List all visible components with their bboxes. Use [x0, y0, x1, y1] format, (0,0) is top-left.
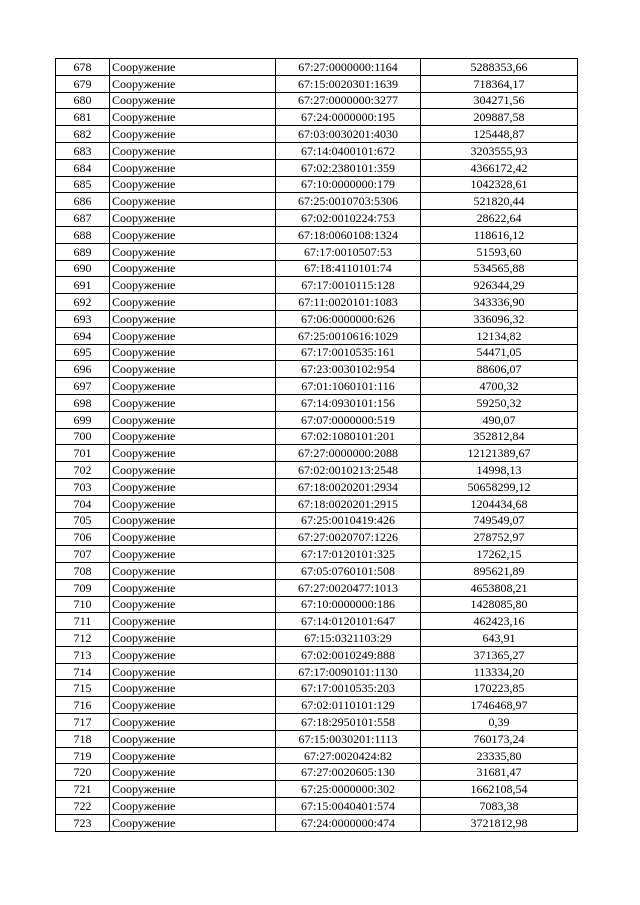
- value-cell: 51593,60: [421, 243, 578, 260]
- object-type-cell: Сооружение: [110, 193, 276, 210]
- value-cell: 760173,24: [421, 730, 578, 747]
- object-type-cell: Сооружение: [110, 781, 276, 798]
- table-row: [56, 445, 578, 462]
- cadastral-number-cell: 67:25:0010419:426: [276, 512, 421, 529]
- value-cell: 1428085,80: [421, 596, 578, 613]
- row-number-cell: 678: [56, 59, 110, 76]
- row-number-cell: 721: [56, 781, 110, 798]
- object-type-cell: Сооружение: [110, 109, 276, 126]
- value-cell: 643,91: [421, 630, 578, 647]
- row-number-cell: 690: [56, 260, 110, 277]
- object-type-cell: Сооружение: [110, 714, 276, 731]
- object-type-cell: Сооружение: [110, 378, 276, 395]
- object-type-cell: Сооружение: [110, 327, 276, 344]
- table-row: [56, 294, 578, 311]
- object-type-cell: Сооружение: [110, 462, 276, 479]
- row-number-cell: 714: [56, 663, 110, 680]
- value-cell: 462423,16: [421, 613, 578, 630]
- table-row: [56, 680, 578, 697]
- object-type-cell: Сооружение: [110, 445, 276, 462]
- value-cell: 926344,29: [421, 277, 578, 294]
- cadastral-number-cell: 67:01:1060101:116: [276, 378, 421, 395]
- object-type-cell: Сооружение: [110, 394, 276, 411]
- row-number-cell: 689: [56, 243, 110, 260]
- cadastral-number-cell: 67:02:1080101:201: [276, 428, 421, 445]
- row-number-cell: 687: [56, 210, 110, 227]
- value-cell: 1662108,54: [421, 781, 578, 798]
- value-cell: 28622,64: [421, 210, 578, 227]
- row-number-cell: 707: [56, 546, 110, 563]
- table-row: [56, 478, 578, 495]
- row-number-cell: 704: [56, 495, 110, 512]
- row-number-cell: 720: [56, 764, 110, 781]
- row-number-cell: 686: [56, 193, 110, 210]
- value-cell: 54471,05: [421, 344, 578, 361]
- row-number-cell: 705: [56, 512, 110, 529]
- row-number-cell: 679: [56, 75, 110, 92]
- cadastral-number-cell: 67:27:0020477:1013: [276, 579, 421, 596]
- object-type-cell: Сооружение: [110, 747, 276, 764]
- object-type-cell: Сооружение: [110, 59, 276, 76]
- value-cell: 5288353,66: [421, 59, 578, 76]
- row-number-cell: 697: [56, 378, 110, 395]
- value-cell: 749549,07: [421, 512, 578, 529]
- cadastral-number-cell: 67:18:2950101:558: [276, 714, 421, 731]
- table-row: [56, 109, 578, 126]
- value-cell: 4700,32: [421, 378, 578, 395]
- table-row: [56, 75, 578, 92]
- cadastral-number-cell: 67:23:0030102:954: [276, 361, 421, 378]
- table-row: [56, 747, 578, 764]
- object-type-cell: Сооружение: [110, 579, 276, 596]
- value-cell: 31681,47: [421, 764, 578, 781]
- row-number-cell: 696: [56, 361, 110, 378]
- row-number-cell: 694: [56, 327, 110, 344]
- table-row: [56, 176, 578, 193]
- table-row: [56, 546, 578, 563]
- table-row: [56, 344, 578, 361]
- cadastral-number-cell: 67:25:0010703:5306: [276, 193, 421, 210]
- row-number-cell: 699: [56, 411, 110, 428]
- cadastral-number-cell: 67:10:0000000:186: [276, 596, 421, 613]
- row-number-cell: 702: [56, 462, 110, 479]
- cadastral-number-cell: 67:17:0010507:53: [276, 243, 421, 260]
- cadastral-number-cell: 67:02:0010224:753: [276, 210, 421, 227]
- object-type-cell: Сооружение: [110, 798, 276, 815]
- object-type-cell: Сооружение: [110, 142, 276, 159]
- value-cell: 490,07: [421, 411, 578, 428]
- value-cell: 1204434,68: [421, 495, 578, 512]
- value-cell: 7083,38: [421, 798, 578, 815]
- row-number-cell: 723: [56, 814, 110, 831]
- value-cell: 170223,85: [421, 680, 578, 697]
- value-cell: 125448,87: [421, 126, 578, 143]
- object-type-cell: Сооружение: [110, 411, 276, 428]
- property-table: [55, 58, 578, 832]
- object-type-cell: Сооружение: [110, 344, 276, 361]
- cadastral-number-cell: 67:24:0000000:474: [276, 814, 421, 831]
- row-number-cell: 722: [56, 798, 110, 815]
- value-cell: 209887,58: [421, 109, 578, 126]
- object-type-cell: Сооружение: [110, 159, 276, 176]
- value-cell: 59250,32: [421, 394, 578, 411]
- cadastral-number-cell: 67:17:0090101:1130: [276, 663, 421, 680]
- row-number-cell: 712: [56, 630, 110, 647]
- table-row: [56, 193, 578, 210]
- value-cell: 23335,80: [421, 747, 578, 764]
- row-number-cell: 693: [56, 310, 110, 327]
- table-row: [56, 697, 578, 714]
- value-cell: 12121389,67: [421, 445, 578, 462]
- row-number-cell: 680: [56, 92, 110, 109]
- object-type-cell: Сооружение: [110, 277, 276, 294]
- cadastral-number-cell: 67:27:0020605:130: [276, 764, 421, 781]
- cadastral-number-cell: 67:27:0000000:2088: [276, 445, 421, 462]
- value-cell: 278752,97: [421, 529, 578, 546]
- row-number-cell: 691: [56, 277, 110, 294]
- row-number-cell: 716: [56, 697, 110, 714]
- cadastral-number-cell: 67:17:0010535:161: [276, 344, 421, 361]
- value-cell: 4366172,42: [421, 159, 578, 176]
- value-cell: 352812,84: [421, 428, 578, 445]
- row-number-cell: 700: [56, 428, 110, 445]
- row-number-cell: 683: [56, 142, 110, 159]
- object-type-cell: Сооружение: [110, 260, 276, 277]
- row-number-cell: 713: [56, 646, 110, 663]
- object-type-cell: Сооружение: [110, 730, 276, 747]
- value-cell: 4653808,21: [421, 579, 578, 596]
- table-row: [56, 512, 578, 529]
- row-number-cell: 709: [56, 579, 110, 596]
- object-type-cell: Сооружение: [110, 310, 276, 327]
- table-row: [56, 529, 578, 546]
- object-type-cell: Сооружение: [110, 176, 276, 193]
- cadastral-number-cell: 67:03:0030201:4030: [276, 126, 421, 143]
- table-row: [56, 260, 578, 277]
- row-number-cell: 684: [56, 159, 110, 176]
- object-type-cell: Сооружение: [110, 512, 276, 529]
- object-type-cell: Сооружение: [110, 243, 276, 260]
- row-number-cell: 685: [56, 176, 110, 193]
- table-row: [56, 310, 578, 327]
- cadastral-number-cell: 67:27:0000000:3277: [276, 92, 421, 109]
- object-type-cell: Сооружение: [110, 529, 276, 546]
- cadastral-number-cell: 67:27:0020707:1226: [276, 529, 421, 546]
- object-type-cell: Сооружение: [110, 546, 276, 563]
- object-type-cell: Сооружение: [110, 630, 276, 647]
- row-number-cell: 717: [56, 714, 110, 731]
- value-cell: 371365,27: [421, 646, 578, 663]
- table-row: [56, 495, 578, 512]
- row-number-cell: 710: [56, 596, 110, 613]
- row-number-cell: 711: [56, 613, 110, 630]
- cadastral-number-cell: 67:18:0060108:1324: [276, 226, 421, 243]
- cadastral-number-cell: 67:25:0010616:1029: [276, 327, 421, 344]
- object-type-cell: Сооружение: [110, 126, 276, 143]
- value-cell: 895621,89: [421, 562, 578, 579]
- object-type-cell: Сооружение: [110, 428, 276, 445]
- cadastral-number-cell: 67:15:0321103:29: [276, 630, 421, 647]
- object-type-cell: Сооружение: [110, 562, 276, 579]
- value-cell: 17262,15: [421, 546, 578, 563]
- table-row: [56, 126, 578, 143]
- table-row: [56, 764, 578, 781]
- cadastral-number-cell: 67:14:0400101:672: [276, 142, 421, 159]
- table-row: [56, 243, 578, 260]
- cadastral-number-cell: 67:17:0010115:128: [276, 277, 421, 294]
- cadastral-number-cell: 67:27:0020424:82: [276, 747, 421, 764]
- cadastral-number-cell: 67:11:0020101:1083: [276, 294, 421, 311]
- cadastral-number-cell: 67:17:0120101:325: [276, 546, 421, 563]
- row-number-cell: 695: [56, 344, 110, 361]
- table-row: [56, 226, 578, 243]
- value-cell: 3203555,93: [421, 142, 578, 159]
- object-type-cell: Сооружение: [110, 646, 276, 663]
- table-row: [56, 327, 578, 344]
- cadastral-number-cell: 67:17:0010535:203: [276, 680, 421, 697]
- row-number-cell: 719: [56, 747, 110, 764]
- object-type-cell: Сооружение: [110, 361, 276, 378]
- table-row: [56, 428, 578, 445]
- table-row: [56, 663, 578, 680]
- table-row: [56, 798, 578, 815]
- table-row: [56, 462, 578, 479]
- cadastral-number-cell: 67:10:0000000:179: [276, 176, 421, 193]
- row-number-cell: 718: [56, 730, 110, 747]
- cadastral-number-cell: 67:24:0000000:195: [276, 109, 421, 126]
- cadastral-number-cell: 67:06:0000000:626: [276, 310, 421, 327]
- row-number-cell: 706: [56, 529, 110, 546]
- value-cell: 113334,20: [421, 663, 578, 680]
- table-row: [56, 781, 578, 798]
- table-row: [56, 361, 578, 378]
- table-row: [56, 59, 578, 76]
- cadastral-number-cell: 67:15:0020301:1639: [276, 75, 421, 92]
- table-row: [56, 394, 578, 411]
- value-cell: 3721812,98: [421, 814, 578, 831]
- cadastral-number-cell: 67:02:2380101:359: [276, 159, 421, 176]
- table-row: [56, 142, 578, 159]
- value-cell: 1042328,61: [421, 176, 578, 193]
- cadastral-number-cell: 67:25:0000000:302: [276, 781, 421, 798]
- row-number-cell: 688: [56, 226, 110, 243]
- table-row: [56, 92, 578, 109]
- table-row: [56, 579, 578, 596]
- value-cell: 336096,32: [421, 310, 578, 327]
- object-type-cell: Сооружение: [110, 495, 276, 512]
- row-number-cell: 682: [56, 126, 110, 143]
- object-type-cell: Сооружение: [110, 814, 276, 831]
- table-row: [56, 646, 578, 663]
- cadastral-number-cell: 67:07:0000000:519: [276, 411, 421, 428]
- cadastral-number-cell: 67:02:0010249:888: [276, 646, 421, 663]
- table-row: [56, 159, 578, 176]
- table-row: [56, 562, 578, 579]
- object-type-cell: Сооружение: [110, 613, 276, 630]
- value-cell: 534565,88: [421, 260, 578, 277]
- object-type-cell: Сооружение: [110, 92, 276, 109]
- object-type-cell: Сооружение: [110, 764, 276, 781]
- cadastral-number-cell: 67:27:0000000:1164: [276, 59, 421, 76]
- row-number-cell: 698: [56, 394, 110, 411]
- value-cell: 304271,56: [421, 92, 578, 109]
- object-type-cell: Сооружение: [110, 294, 276, 311]
- object-type-cell: Сооружение: [110, 478, 276, 495]
- table-row: [56, 210, 578, 227]
- cadastral-number-cell: 67:18:0020201:2934: [276, 478, 421, 495]
- value-cell: 88606,07: [421, 361, 578, 378]
- row-number-cell: 703: [56, 478, 110, 495]
- object-type-cell: Сооружение: [110, 75, 276, 92]
- table-row: [56, 613, 578, 630]
- cadastral-number-cell: 67:14:0120101:647: [276, 613, 421, 630]
- row-number-cell: 692: [56, 294, 110, 311]
- object-type-cell: Сооружение: [110, 596, 276, 613]
- object-type-cell: Сооружение: [110, 226, 276, 243]
- row-number-cell: 701: [56, 445, 110, 462]
- value-cell: 1746468,97: [421, 697, 578, 714]
- table-row: [56, 730, 578, 747]
- value-cell: 118616,12: [421, 226, 578, 243]
- object-type-cell: Сооружение: [110, 663, 276, 680]
- table-row: [56, 596, 578, 613]
- table-body: [56, 59, 578, 832]
- value-cell: 12134,82: [421, 327, 578, 344]
- value-cell: 0,39: [421, 714, 578, 731]
- value-cell: 343336,90: [421, 294, 578, 311]
- table-row: [56, 714, 578, 731]
- object-type-cell: Сооружение: [110, 697, 276, 714]
- cadastral-number-cell: 67:14:0930101:156: [276, 394, 421, 411]
- object-type-cell: Сооружение: [110, 680, 276, 697]
- row-number-cell: 708: [56, 562, 110, 579]
- table-row: [56, 378, 578, 395]
- row-number-cell: 681: [56, 109, 110, 126]
- value-cell: 50658299,12: [421, 478, 578, 495]
- table-row: [56, 814, 578, 831]
- value-cell: 14998,13: [421, 462, 578, 479]
- cadastral-number-cell: 67:02:0010213:2548: [276, 462, 421, 479]
- object-type-cell: Сооружение: [110, 210, 276, 227]
- cadastral-number-cell: 67:18:4110101:74: [276, 260, 421, 277]
- cadastral-number-cell: 67:18:0020201:2915: [276, 495, 421, 512]
- table-row: [56, 277, 578, 294]
- row-number-cell: 715: [56, 680, 110, 697]
- cadastral-number-cell: 67:15:0030201:1113: [276, 730, 421, 747]
- cadastral-number-cell: 67:02:0110101:129: [276, 697, 421, 714]
- table-row: [56, 630, 578, 647]
- cadastral-number-cell: 67:15:0040401:574: [276, 798, 421, 815]
- value-cell: 718364,17: [421, 75, 578, 92]
- table-row: [56, 411, 578, 428]
- value-cell: 521820,44: [421, 193, 578, 210]
- cadastral-number-cell: 67:05:0760101:508: [276, 562, 421, 579]
